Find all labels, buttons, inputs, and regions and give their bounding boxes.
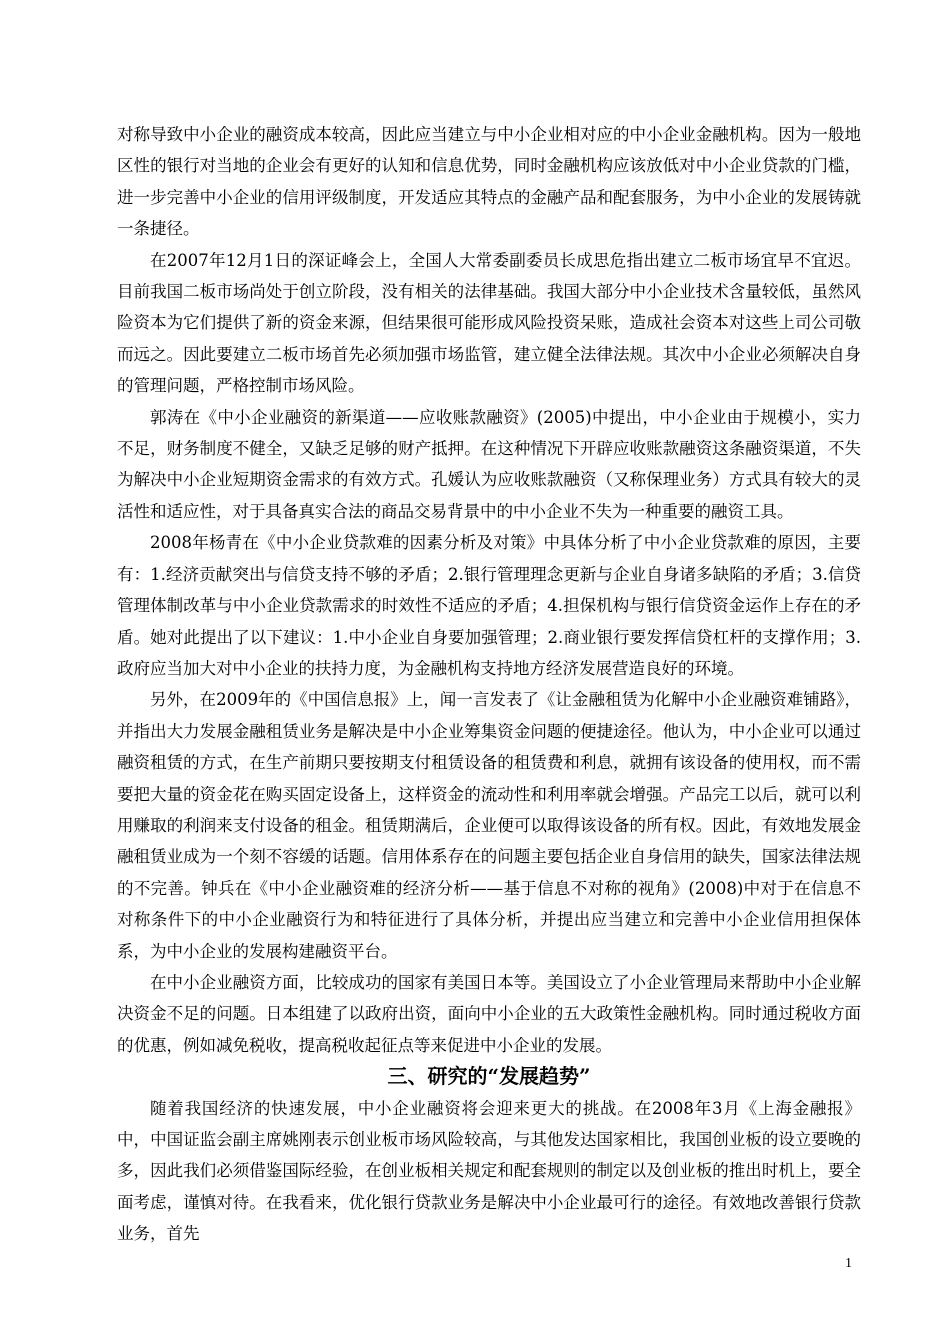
paragraph-receivables-financing: 郭涛在《中小企业融资的新渠道——应收账款融资》(2005)中提出，中小企业由于规模小，实力不足，财务制度不健全，又缺乏足够的财产抵押。在这种情况下开辟应收账款融资这条融资渠道，不失为解决中小企业短期资金需求的有效方式。孔媛认为应收账款融资（又称保理业务）方式具有较大的灵活性和适应性，对于具备真实合法的商品交易背景中的中小企业不失为一种重要的融资工具。 [117,407,861,521]
paragraph-financial-leasing: 另外，在2009年的《中国信息报》上，闻一言发表了《让金融租赁为化解中小企业融资难铺路》，并指出大力发展金融租赁业务是解决是中小企业筹集资金问题的便捷途径。他认为，中小企业可以通过融资租赁的方式，在生产前期只要按期支付租赁设备的租赁费和利息，就拥有该设备的使用权，而不需要把大量的资金花在购买固定设备上，这样资金的流动性和利用率就会增强。产品完工以后，就可以利用赚取的利润来支付设备的租金。租赁期满后，企业便可以取得该设备的所有权。因此，有效地发展金融租赁业成为一个刻不容缓的话题。信用体系存在的问题主要包括企业自身信用的缺失，国家法律法规的不完善。钟兵在《中小企业融资难的经济分析——基于信息不对称的视角》(2008)中对于在信息不对称条件下的中小企业融资行为和特征进行了具体分析，并提出应当建立和完善中小企业信用担保体系，为中小企业的发展构建融资平台。 [117,690,861,961]
paragraph-loan-difficulty: 2008年杨青在《中小企业贷款难的因素分析及对策》中具体分析了中小企业贷款难的原因，主要有：1.经济贡献突出与信贷支持不够的矛盾；2.银行管理理念更新与企业自身诸多缺陷的矛盾；3.信贷管理体制改革与中小企业贷款需求的时效性不适应的矛盾；4.担保机构与银行信贷资金运作上存在的矛盾。她对此提出了以下建议：1.中小企业自身要加强管理；2.商业银行要发挥信贷杠杆的支撑作用；3.政府应当加大对中小企业的扶持力度，为金融机构支持地方经济发展营造良好的环境。 [117,533,861,678]
paragraph-continuation: 对称导致中小企业的融资成本较高，因此应当建立与中小企业相对应的中小企业金融机构。因为一般地区性的银行对当地的企业会有更好的认知和信息优势，同时金融机构应该放低对中小企业贷款的门槛，进一步完善中小企业的信用评级制度，开发适应其特点的金融产品和配套服务，为中小企业的发展铸就一条捷径。 [117,125,861,239]
page-number: 1 [845,1256,852,1271]
paragraph-development-trend: 随着我国经济的快速发展，中小企业融资将会迎来更大的挑战。在2008年3月《上海金融报》中，中国证监会副主席姚刚表示创业板市场风险较高，与其他发达国家相比，我国创业板的设立要晚的多，因此我们必须借鉴国际经验，在创业板相关规定和配套规则的制定以及创业板的推出时机上，要全面考虑，谨慎对待。在我看来，优化银行贷款业务是解决中小企业最可行的途径。有效地改善银行贷款业务，首先 [117,1098,861,1244]
section-heading: 三、研究的“发展趋势” [387,1064,591,1089]
document-body [117,119,861,1250]
paragraph-second-board: 在2007年12月1日的深证峰会上，全国人大常委副委员长成思危指出建立二板市场宜早不宜迟。目前我国二板市场尚处于创立阶段，没有相关的法律基础。我国大部分中小企业技术含量较低，虽然风险资本为它们提供了新的资金来源，但结果很可能形成风险投资呆账，造成社会资本对这些上司公司敬而远之。因此要建立二板市场首先必须加强市场监管，建立健全法律法规。其次中小企业必须解决自身的管理问题，严格控制市场风险。 [117,250,861,396]
paragraph-foreign-experience: 在中小企业融资方面，比较成功的国家有美国日本等。美国设立了小企业管理局来帮助中小企业解决资金不足的问题。日本组建了以政府出资，面向中小企业的五大政策性金融机构。同时通过税收方面的优惠，例如减免税收，提高税收起征点等来促进中小企业的发展。 [117,972,861,1055]
